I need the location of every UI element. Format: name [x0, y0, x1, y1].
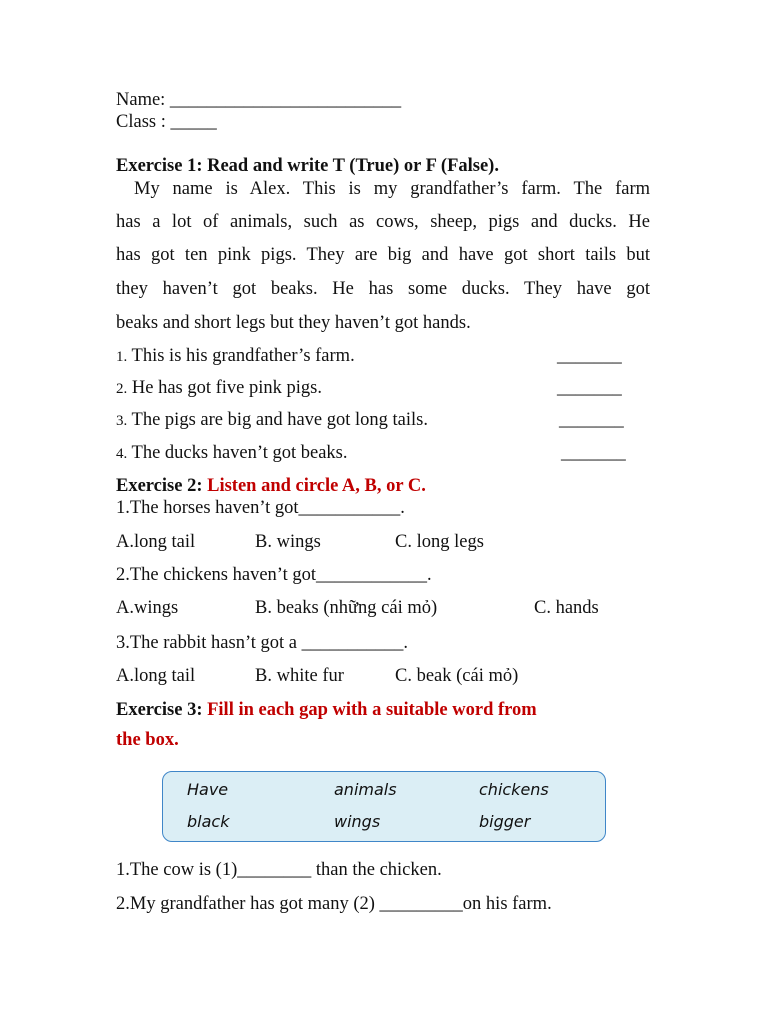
- tf-question: [116, 409, 428, 432]
- exercise1-title: Exercise 1: Read and write T (True) or F (False).: [116, 156, 499, 176]
- word-item: bigger: [479, 812, 531, 831]
- option-c[interactable]: C. long legs: [395, 532, 484, 552]
- mc-question: 2.The chickens haven’t got____________.: [116, 565, 432, 585]
- word-box: [162, 771, 606, 842]
- gap-sentence: 2.My grandfather has got many (2) _________on his farm.: [116, 894, 552, 914]
- passage-line: beaks and short legs but they haven’t got hands.: [116, 313, 471, 333]
- gap-sentence: 1.The cow is (1)________ than the chicken.: [116, 860, 442, 880]
- option-a[interactable]: A.long tail: [116, 532, 196, 552]
- option-c[interactable]: C. beak (cái mỏ): [395, 666, 519, 686]
- exercise3-instruction-cont: the box.: [116, 730, 179, 750]
- question-number: 4.: [116, 446, 128, 462]
- exercise2-title: [116, 475, 426, 497]
- answer-blank[interactable]: _______: [559, 410, 624, 430]
- answer-blank[interactable]: _______: [557, 346, 622, 366]
- question-text: This is his grandfather’s farm.: [127, 346, 355, 366]
- passage-line: has got ten pink pigs. They are big and have got short tails but: [116, 245, 650, 265]
- answer-blank[interactable]: _______: [557, 378, 622, 398]
- option-b[interactable]: B. wings: [255, 532, 321, 552]
- word-item: chickens: [479, 780, 549, 799]
- name-line: Name: _________________________: [116, 90, 402, 110]
- word-item: Have: [187, 780, 229, 799]
- option-a[interactable]: A.wings: [116, 598, 179, 618]
- passage-line: My name is Alex. This is my grandfather’s farm. The farm: [134, 179, 650, 199]
- question-number: 1.: [116, 349, 128, 365]
- option-c[interactable]: C. hands: [534, 598, 599, 618]
- question-text: He has got five pink pigs.: [127, 378, 322, 398]
- question-number: 2.: [116, 381, 128, 397]
- exercise2-instruction: Listen and circle A, B, or C.: [207, 476, 426, 496]
- passage-line: they haven’t got beaks. He has some ducks. They have got: [116, 279, 650, 299]
- exercise3-label: Exercise 3:: [116, 700, 208, 720]
- exercise2-label: Exercise 2:: [116, 476, 208, 496]
- option-a[interactable]: A.long tail: [116, 666, 196, 686]
- question-text: The ducks haven’t got beaks.: [127, 443, 348, 463]
- word-item: animals: [334, 780, 397, 799]
- tf-question: [116, 345, 355, 368]
- tf-question: [116, 442, 348, 465]
- option-b[interactable]: B. beaks (những cái mỏ): [255, 598, 438, 618]
- tf-question: [116, 377, 322, 400]
- exercise3-title: [116, 699, 537, 721]
- word-item: black: [187, 812, 230, 831]
- mc-question: 3.The rabbit hasn’t got a ___________.: [116, 633, 409, 653]
- class-line: Class : _____: [116, 112, 217, 132]
- exercise3-instruction: Fill in each gap with a suitable word from: [207, 700, 537, 720]
- answer-blank[interactable]: _______: [561, 443, 626, 463]
- question-text: The pigs are big and have got long tails.: [127, 410, 428, 430]
- question-number: 3.: [116, 413, 128, 429]
- mc-question: 1.The horses haven’t got___________.: [116, 498, 405, 518]
- word-item: wings: [334, 812, 381, 831]
- passage-line: has a lot of animals, such as cows, sheep, pigs and ducks. He: [116, 212, 650, 232]
- option-b[interactable]: B. white fur: [255, 666, 344, 686]
